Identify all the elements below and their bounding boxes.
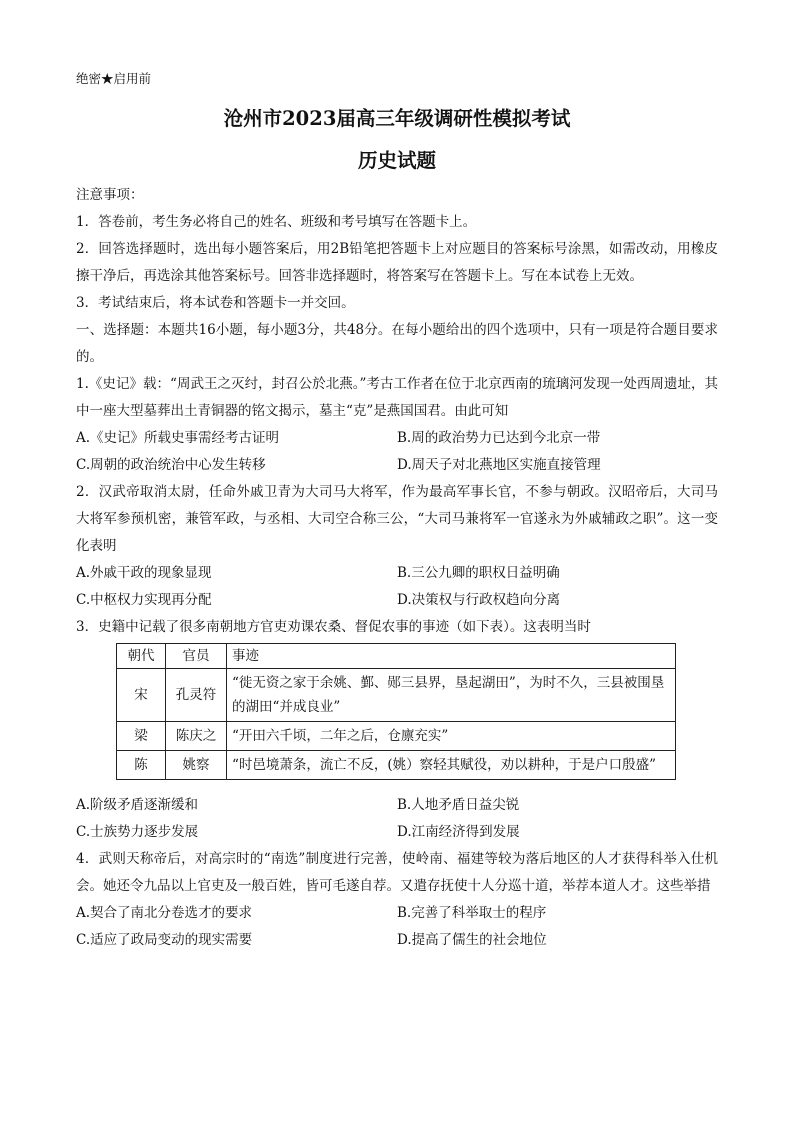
option-c: C.周朝的政治统治中心发生转移 xyxy=(76,457,266,473)
table-row xyxy=(117,751,676,780)
section-intro: 一、选择题：本题共16小题，每小题3分，共48分。在每小题给出的四个选项中，只有一项是符合题目要求的。 xyxy=(76,322,718,365)
option-c: C.适应了政局变动的现实需要 xyxy=(76,932,253,948)
option-row xyxy=(76,900,718,927)
table-header-official: 官员 xyxy=(166,644,227,669)
table-header-dynasty: 朝代 xyxy=(117,644,166,669)
table-cell-deeds: “开田六千顷，二年之后，仓廪充实” xyxy=(227,722,676,751)
table-cell-dynasty: 梁 xyxy=(117,722,166,751)
exam-title: 沧州市2023届高三年级调研性模拟考试 xyxy=(223,107,571,130)
option-d: D.决策权与行政权趋向分离 xyxy=(397,592,561,608)
option-b: B.周的政治势力已达到今北京一带 xyxy=(397,430,601,446)
table-row xyxy=(117,669,676,722)
table-cell-official: 姚察 xyxy=(166,751,227,780)
option-d: D.江南经济得到发展 xyxy=(397,824,520,840)
option-row xyxy=(76,792,718,819)
question-stem: 3．史籍中记载了很多南朝地方官吏劝课农桑、督促农事的事迹（如下表）。这表明当时 xyxy=(76,619,591,635)
note-item: 1．答卷前，考生务必将自己的姓名、班级和考号填写在答题卡上。 xyxy=(76,214,477,230)
confidential-label: 绝密★启用前 xyxy=(76,71,152,86)
option-d: D.提高了儒生的社会地位 xyxy=(397,932,547,948)
option-row xyxy=(76,452,718,479)
notes-heading: 注意事项： xyxy=(76,187,144,203)
option-row xyxy=(76,819,718,846)
table-cell-dynasty: 宋 xyxy=(117,669,166,722)
option-a: A.《史记》所载史事需经考古证明 xyxy=(76,430,280,446)
question-1 xyxy=(76,371,718,479)
table-header-row xyxy=(117,644,676,669)
option-row xyxy=(76,425,718,452)
note-item: 3．考试结束后，将本试卷和答题卡一并交回。 xyxy=(76,295,355,311)
option-a: A.契合了南北分卷选才的要求 xyxy=(76,905,253,921)
option-b: B.完善了科举取士的程序 xyxy=(397,905,547,921)
note-item: 2．回答选择题时，选出每小题答案后，用2B铅笔把答题卡上对应题目的答案标号涂黑，如需改动，用橡皮擦干净后，再选涂其他答案标号。回答非选择题时，将答案写在答题卡上。写在本试卷上无效。 xyxy=(76,241,718,284)
option-a: A.外戚干政的现象显现 xyxy=(76,565,212,581)
option-row xyxy=(76,927,718,954)
option-d: D.周天子对北燕地区实施直接管理 xyxy=(397,457,601,473)
table-row xyxy=(117,722,676,751)
option-b: B.人地矛盾日益尖锐 xyxy=(397,797,520,813)
option-row xyxy=(76,587,718,614)
question-2 xyxy=(76,479,718,614)
table-cell-deeds: “时邑境萧条，流亡不反，(姚）察轻其赋役，劝以耕种，于是户口殷盛” xyxy=(227,751,676,780)
option-b: B.三公九卿的职权日益明确 xyxy=(397,565,560,581)
table-cell-deeds: “徙无资之家于余姚、鄞、郧三县界，垦起湖田”，为时不久，三县被围垦的湖田“并成良业” xyxy=(227,669,676,722)
option-c: C.中枢权力实现再分配 xyxy=(76,592,212,608)
table-cell-official: 孔灵符 xyxy=(166,669,227,722)
exam-subtitle: 历史试题 xyxy=(357,149,436,172)
question-4 xyxy=(76,846,718,954)
question-stem: 2．汉武帝取消太尉，任命外戚卫青为大司马大将军，作为最高军事长官，不参与朝政。汉昭帝后，大司马大将军参预机密，兼管军政，与丞相、大司空合称三公，“大司马兼将军一官遂永为外戚辅政之职”。这一变化表明 xyxy=(76,484,718,554)
question-stem: 1.《史记》载：“周武王之灭纣，封召公於北燕。”考古工作者在位于北京西南的琉璃河发现一处西周遗址，其中一座大型墓葬出土青铜器的铭文揭示，墓主“克”是燕国国君。由此可知 xyxy=(76,376,718,419)
question-3 xyxy=(76,614,718,846)
table-cell-dynasty: 陈 xyxy=(117,751,166,780)
table-cell-official: 陈庆之 xyxy=(166,722,227,751)
table-header-deeds: 事迹 xyxy=(227,644,676,669)
option-a: A.阶级矛盾逐渐缓和 xyxy=(76,797,199,813)
question-stem: 4．武则天称帝后，对高宗时的“南选”制度进行完善，使岭南、福建等较为落后地区的人才获得科举入仕机会。她还令九品以上官吏及一般百姓，皆可毛遂自荐。又遣存抚使十人分巡十道，举荐本道人才。这些举措 xyxy=(76,851,718,894)
option-row xyxy=(76,560,718,587)
officials-table xyxy=(116,643,676,780)
option-c: C.士族势力逐步发展 xyxy=(76,824,199,840)
